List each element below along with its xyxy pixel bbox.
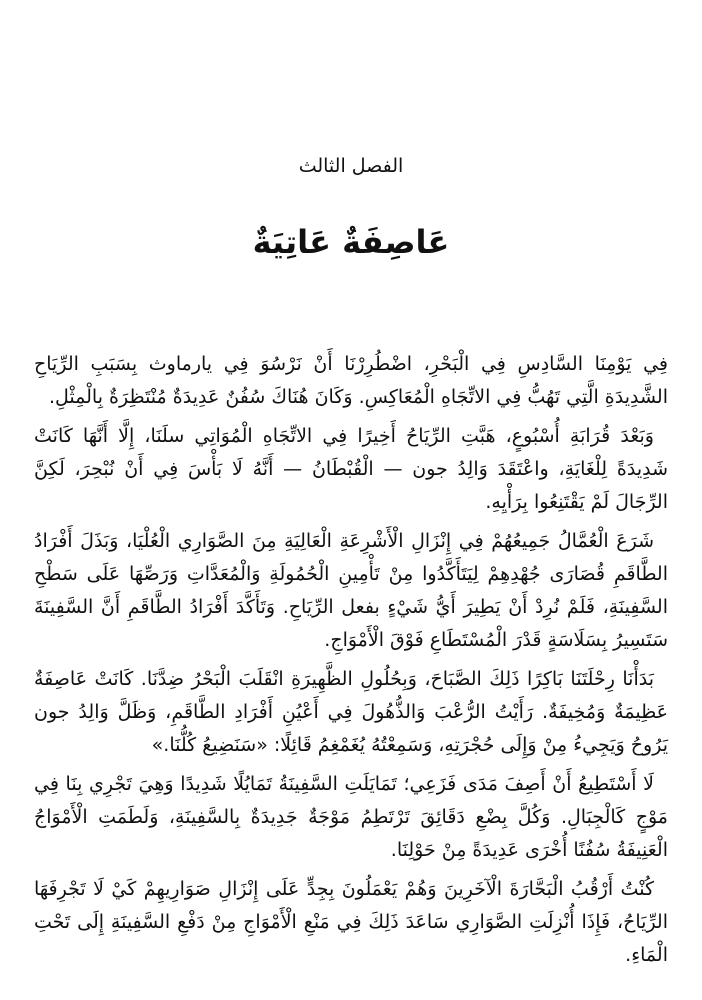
- chapter-title: عَاصِفَةٌ عَاتِيَةٌ: [252, 223, 450, 261]
- paragraph: كُنْتُ أَرْقُبُ الْبَحَّارَةَ الْآخَرِينَ وَهُمْ يَعْمَلُونَ بِجِدٍّ عَلَى إِنْزَالِ صَوَارِيهِمْ كَيْ لَا تَجْرِفَهَا الرِّيَاحُ، فَإِذَا أُنْزِلَتِ الصَّوَارِي سَاعَدَ ذَلِكَ فِي مَنْعِ الْأَمْوَاجِ مِنْ دَفْعِ السَّفِينَةِ إِلَى تَحْتِ الْمَاءِ.: [34, 878, 668, 966]
- paragraph: وَبَعْدَ قُرَابَةِ أُسْبُوعٍ، هَبَّتِ الرِّيَاحُ أَخِيرًا فِي الاتِّجَاهِ الْمُوَاتِي سلَنَا، إِلَّا أَنَّهَا كَانَتْ شَدِيدَةً لِلْغَايَةِ، واعْتَقَدَ وَالِدُ جون — الْقُبْطَانُ — أَنَّهُ لَا بَأْسَ فِي أَنْ نُبْحِرَ، لَكِنَّ الرِّجَالَ لَمْ يَقْتَنِعُوا بِرَأْيِهِ.: [34, 425, 668, 513]
- paragraph: فِي يَوْمِنَا السَّادِسِ فِي الْبَحْرِ، اضْطُرِرْنَا أَنْ نَرْسُوَ فِي يارماوث بِسَبَبِ الرِّيَاحِ الشَّدِيدَةِ الَّتِي تَهُبُّ فِي الاتِّجَاهِ الْمُعَاكِسِ. وَكَانَ هُنَاكَ سُفُنٌ عَدِيدَةٌ مُنْتَظِرَةٌ بِالْمِثْلِ.: [34, 353, 668, 408]
- chapter-body: [34, 348, 668, 978]
- paragraph: لَا أَسْتَطِيعُ أَنْ أَصِفَ مَدَى فَزَعِي؛ تَمَايَلَتِ السَّفِينَةُ تَمَايُلًا شَدِيدًا وَهِيَ تَجْرِي بِنَا فِي مَوْجٍ كَالْجِبَالِ. وَكُلَّ بِضْعِ دَقَائِقَ تَرْتَطِمُ مَوْجَةٌ جَدِيدَةٌ بِالسَّفِينَةِ، وَلَطَمَتِ الْأَمْوَاجُ الْعَنِيفَةُ سُفُنًا أُخْرَى عَدِيدَةً مِنْ حَوْلِنَا.: [34, 773, 668, 861]
- paragraph: شَرَعَ الْعُمَّالُ جَمِيعُهُمْ فِي إِنْزَالِ الْأَشْرِعَةِ الْعَالِيَةِ مِنَ الصَّوَارِي الْعُلْيَا، وَبَذَلَ أَفْرَادُ الطَّاقَمِ قُصَارَى جُهْدِهِمْ لِيَتَأَكَّدُوا مِنْ تَأْمِينِ الْحُمُولَةِ وَالْمُعَدَّاتِ وَرَصِّهَا عَلَى سَطْحِ السَّفِينَةِ، فَلَمْ نُرِدْ أَنْ يَطِيرَ أَيُّ شَيْءٍ بفعل الرِّيَاحِ. وَتَأَكَّدَ أَفْرَادُ الطَّاقَمِ أَنَّ السَّفِينَةَ سَتَسِيرُ بِسَلَاسَةٍ قَدْرَ الْمُسْتَطَاعِ فَوْقَ الْأَمْوَاجِ.: [34, 530, 668, 651]
- paragraph: بَدَأْنَا رِحْلَتَنَا بَاكِرًا ذَلِكَ الصَّبَاحَ، وَبِحُلُولِ الظَّهِيرَةِ انْقَلَبَ الْبَحْرُ ضِدَّنَا. كَانَتْ عَاصِفَةٌ عَظِيمَةٌ وَمُخِيفَةٌ. رَأَيْتُ الرُّعْبَ وَالذُّهُولَ فِي أَعْيُنِ أَفْرَادِ الطَّاقَمِ، وَظَلَّ وَالِدُ جون يَرُوحُ وَيَجِيءُ مِنْ وَإِلَى حُجْرَتِهِ، وَسَمِعْتُهُ يُغَمْغِمُ قَائِلًا: «سَنَضِيعُ كُلُّنَا.»: [34, 668, 668, 756]
- chapter-label: الفصل الثالث: [298, 155, 404, 177]
